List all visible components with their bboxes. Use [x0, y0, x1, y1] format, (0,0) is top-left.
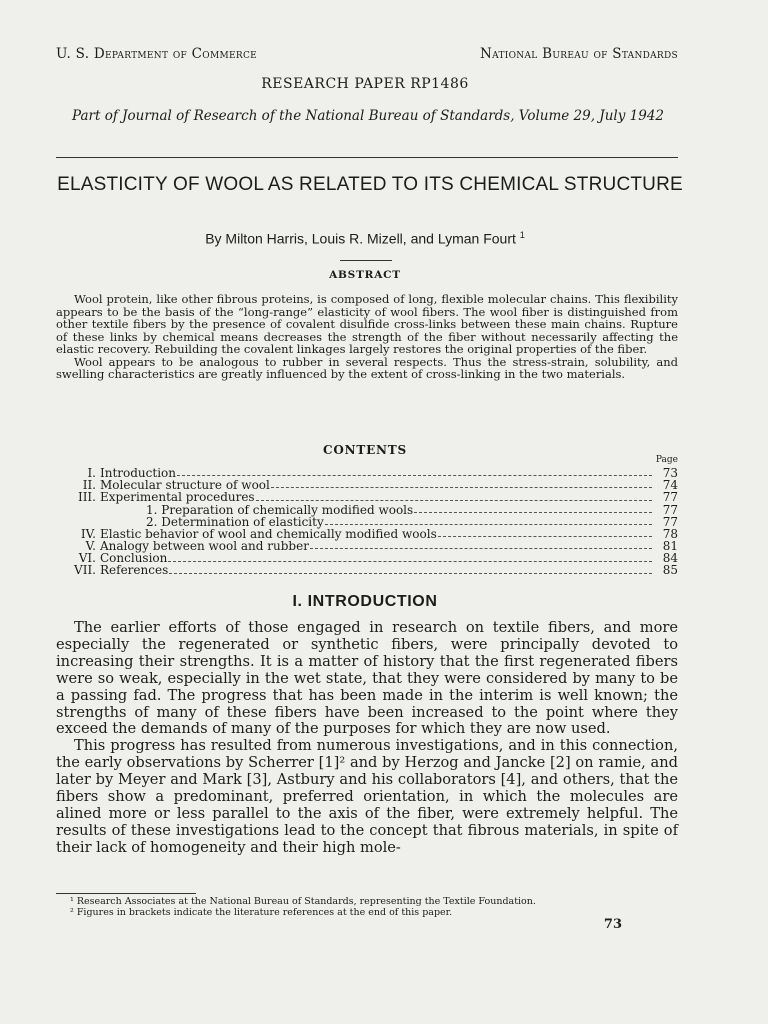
toc-page: 74: [662, 478, 678, 493]
footnote: ² Figures in brackets indicate the literature references at the end of this paper.: [70, 906, 453, 918]
authors-text: By Milton Harris, Louis R. Mizell, and Lyman Fourt: [205, 230, 516, 247]
toc-leader: [325, 523, 652, 525]
abstract-heading: ABSTRACT: [329, 269, 401, 281]
header-right: National Bureau of Standards: [480, 46, 678, 62]
abstract: [56, 293, 678, 381]
toc-label: Elastic behavior of wool and chemically modified wools: [100, 526, 437, 541]
authors: [0, 230, 730, 247]
body-paragraph: This progress has resulted from numerous investigations, and in this connection, the early observations by Scherrer [1]² and by Herzog and Jancke [2] on ramie, and later by Meyer and Mark [3], Astbury and his collaborators [4], and others, that the fibers show a predominant, preferred orientation, in which the molecules are alined more or less parallel to the axis of the fiber, were extremely helpful. The results of these investigations lead to the concept that fibrous materials, in spite of their lack of homogeneity and their high mole-: [56, 737, 678, 856]
toc-leader: [438, 535, 652, 537]
toc-page: 77: [662, 502, 678, 517]
toc-page: 85: [662, 563, 678, 578]
toc-label: 1. Preparation of chemically modified wools: [146, 502, 414, 517]
header-left: U. S. Department of Commerce: [56, 46, 258, 62]
toc-label: 2. Determination of elasticity: [146, 514, 324, 529]
page-number: 73: [603, 917, 622, 932]
toc-row: [56, 504, 678, 516]
authors-footnote-mark: 1: [519, 230, 525, 240]
table-of-contents: [56, 467, 678, 577]
section-heading: I. INTRODUCTION: [292, 593, 438, 610]
toc-label: Experimental procedures: [100, 490, 255, 505]
toc-page: 73: [662, 465, 678, 480]
toc-leader: [271, 486, 652, 488]
toc-page: 84: [662, 551, 678, 566]
toc-row: [56, 491, 678, 503]
abstract-paragraph: Wool protein, like other fibrous proteins, is composed of long, flexible molecular chains. This flexibility appears to be the basis of the “long-range” elasticity of wool fibers. The wool fiber is distinguished from other textile fibers by the presence of covalent disulfide cross-links between these main chains. Rupture of these links by chemical means decreases the strength of the fiber without necessarily affecting the elastic recovery. Rebuilding the covalent linkages largely restores the original properties of the fiber.: [56, 292, 678, 356]
footnote: ¹ Research Associates at the National Bureau of Standards, representing the Textile Foundation.: [70, 896, 536, 907]
toc-number: VI.: [78, 551, 96, 566]
footnote-rule: [56, 893, 196, 894]
toc-number: I.: [87, 465, 96, 480]
toc-leader: [177, 474, 652, 476]
toc-label: Molecular structure of wool: [100, 478, 270, 493]
toc-number: V.: [85, 539, 96, 554]
body-paragraph: The earlier efforts of those engaged in research on textile fibers, and more especially the regenerated or synthetic fibers, were principally devoted to increasing their strengths. It is a matter of history that the first regenerated fibers were so weak, especially in the wet state, that they were considered by many to be a passing fad. The progress that has been made in the interim is well known; the strengths of many of these fibers have been increased to the point where they exceed the demands of many of the purposes for which they are now used.: [56, 619, 678, 738]
toc-label: Analogy between wool and rubber: [100, 539, 309, 554]
contents-page-label: Page: [655, 455, 678, 465]
toc-leader: [256, 499, 652, 501]
toc-page: 81: [662, 539, 678, 554]
toc-page: 77: [662, 490, 678, 505]
contents-heading: CONTENTS: [322, 443, 407, 457]
paper-title: ELASTICITY OF WOOL AS RELATED TO ITS CHEMICAL STRUCTURE: [57, 174, 683, 195]
toc-number: IV.: [80, 526, 96, 541]
abstract-paragraph: Wool appears to be analogous to rubber in several respects. Thus the stress-strain, solubility, and swelling characteristics are greatly influenced by the extent of cross-linking in the two materials.: [56, 354, 678, 381]
journal-line: Part of Journal of Research of the National Bureau of Standards, Volume 29, July 1942: [72, 108, 664, 124]
toc-number: II.: [82, 478, 96, 493]
toc-leader: [169, 572, 652, 574]
toc-number: VII.: [74, 563, 96, 578]
header-rule: [56, 157, 678, 158]
toc-label: References: [100, 563, 169, 578]
toc-leader: [414, 511, 652, 513]
research-paper-number: RESEARCH PAPER RP1486: [261, 76, 469, 92]
toc-label: Introduction: [100, 465, 176, 480]
toc-leader: [310, 547, 652, 549]
toc-leader: [168, 560, 652, 562]
footnotes: [56, 897, 678, 918]
abstract-rule: [340, 260, 392, 261]
body-text: [56, 620, 678, 857]
toc-number: III.: [77, 490, 96, 505]
toc-page: 78: [662, 526, 678, 541]
toc-row: [56, 565, 678, 577]
toc-label: Conclusion: [100, 551, 168, 566]
toc-page: 77: [662, 514, 678, 529]
